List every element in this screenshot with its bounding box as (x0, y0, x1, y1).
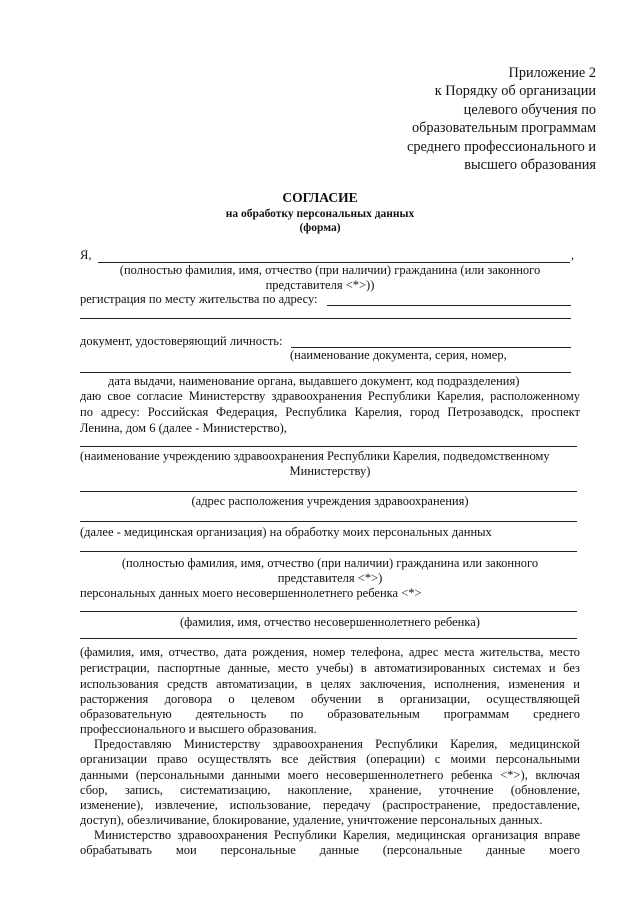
med-org-underline (80, 521, 577, 522)
body-line: Министерство здравоохранения Республики Карелия, медицинская организация вправе (94, 828, 580, 842)
annex-line: Приложение 2 (508, 65, 596, 81)
child-data-text: персональных данных моего несовершеннолетнего ребенка <*> (80, 586, 422, 600)
body-line: обрабатывать мои персональные данные (персональные данные моего (80, 843, 580, 857)
id-document-underline-2 (80, 372, 571, 373)
fio-hint-line2: представителя <*>)) (265, 278, 375, 292)
address-hint: (адрес расположения учреждения здравоохранения) (191, 494, 469, 508)
body-line: регистрации, паспортные данные, место учебы) в автоматизированных системах и без (80, 661, 580, 675)
consent-line: Ленина, дом 6 (далее - Министерство), (80, 421, 287, 435)
child-underline-2 (80, 638, 577, 639)
annex-line: образовательным программам (412, 120, 596, 137)
body-line: расторжения договора о целевом обучении в организации, осуществляющей (80, 692, 580, 706)
annex-line: целевого обучения по (463, 101, 596, 118)
body-line: профессионального и высшего образования. (80, 722, 317, 736)
annex-block (407, 64, 596, 174)
institution-hint-line2: Министерству) (289, 464, 371, 478)
registration-underline-2 (80, 318, 571, 319)
annex-line: высшего образования (464, 157, 596, 174)
institution-underline (80, 446, 577, 447)
body-line: организации право осуществлять все действия (операции) с моими персональными (80, 752, 580, 766)
id-document-label: документ, удостоверяющий личность: (80, 334, 283, 348)
id-document-hint-line2: дата выдачи, наименование органа, выдавшего документ, код подразделения) (108, 374, 520, 388)
body-line: (фамилия, имя, отчество, дата рождения, номер телефона, адрес места жительства, место (80, 645, 580, 659)
document-subtitle: на обработку персональных данных (225, 208, 415, 220)
document-title: СОГЛАСИЕ (282, 190, 358, 205)
body-line: сбор, запись, систематизацию, накопление, хранение, уточнение (обновление, (80, 783, 580, 797)
body-line: использования средств автоматизации, в целях заключения, исполнения, изменения и (80, 677, 580, 691)
fio2-underline (80, 551, 577, 552)
fio2-hint-line1: (полностью фамилия, имя, отчество (при наличии) гражданина или законного (121, 556, 539, 570)
registration-label: регистрация по месту жительства по адресу: (80, 292, 318, 306)
body-line: изменение), извлечение, использование, передачу (распространение, предоставление, (80, 798, 580, 812)
med-org-text: (далее - медицинская организация) на обработку моих персональных данных (80, 525, 492, 539)
fio2-hint-line2: представителя <*>) (277, 571, 383, 585)
registration-underline (327, 305, 571, 306)
child-underline (80, 611, 577, 612)
fio-hint-line1: (полностью фамилия, имя, отчество (при наличии) гражданина (или законного (119, 263, 541, 277)
consent-line: даю свое согласие Министерству здравоохранения Республики Карелия, расположенному (80, 389, 580, 403)
annex-line: среднего профессионального и (406, 138, 596, 155)
form-note: (форма) (299, 222, 341, 234)
body-line: данными (персональными данными моего несовершеннолетнего ребенка <*>), включая (80, 768, 580, 782)
institution-hint-line1: (наименование учреждению здравоохранения Республики Карелия, подведомственному (80, 449, 550, 463)
ya-label: Я, (80, 248, 92, 262)
address-underline (80, 491, 577, 492)
body-line: Предоставляю Министерству здравоохранения Республики Карелия, медицинской (94, 737, 580, 751)
consent-line: по адресу: Российская Федерация, Республика Карелия, город Петрозаводск, проспект (80, 405, 580, 419)
annex-line: к Порядку об организации (434, 83, 596, 100)
child-hint: (фамилия, имя, отчество несовершеннолетнего ребенка) (180, 615, 480, 629)
id-document-hint-line1: (наименование документа, серия, номер, (290, 348, 507, 362)
body-line: образовательную деятельность по образовательным программам среднего (80, 707, 580, 721)
body-line: доступ), обезличивание, блокирование, удаление, уничтожение персональных данных. (80, 813, 543, 827)
ya-comma: , (571, 248, 575, 262)
